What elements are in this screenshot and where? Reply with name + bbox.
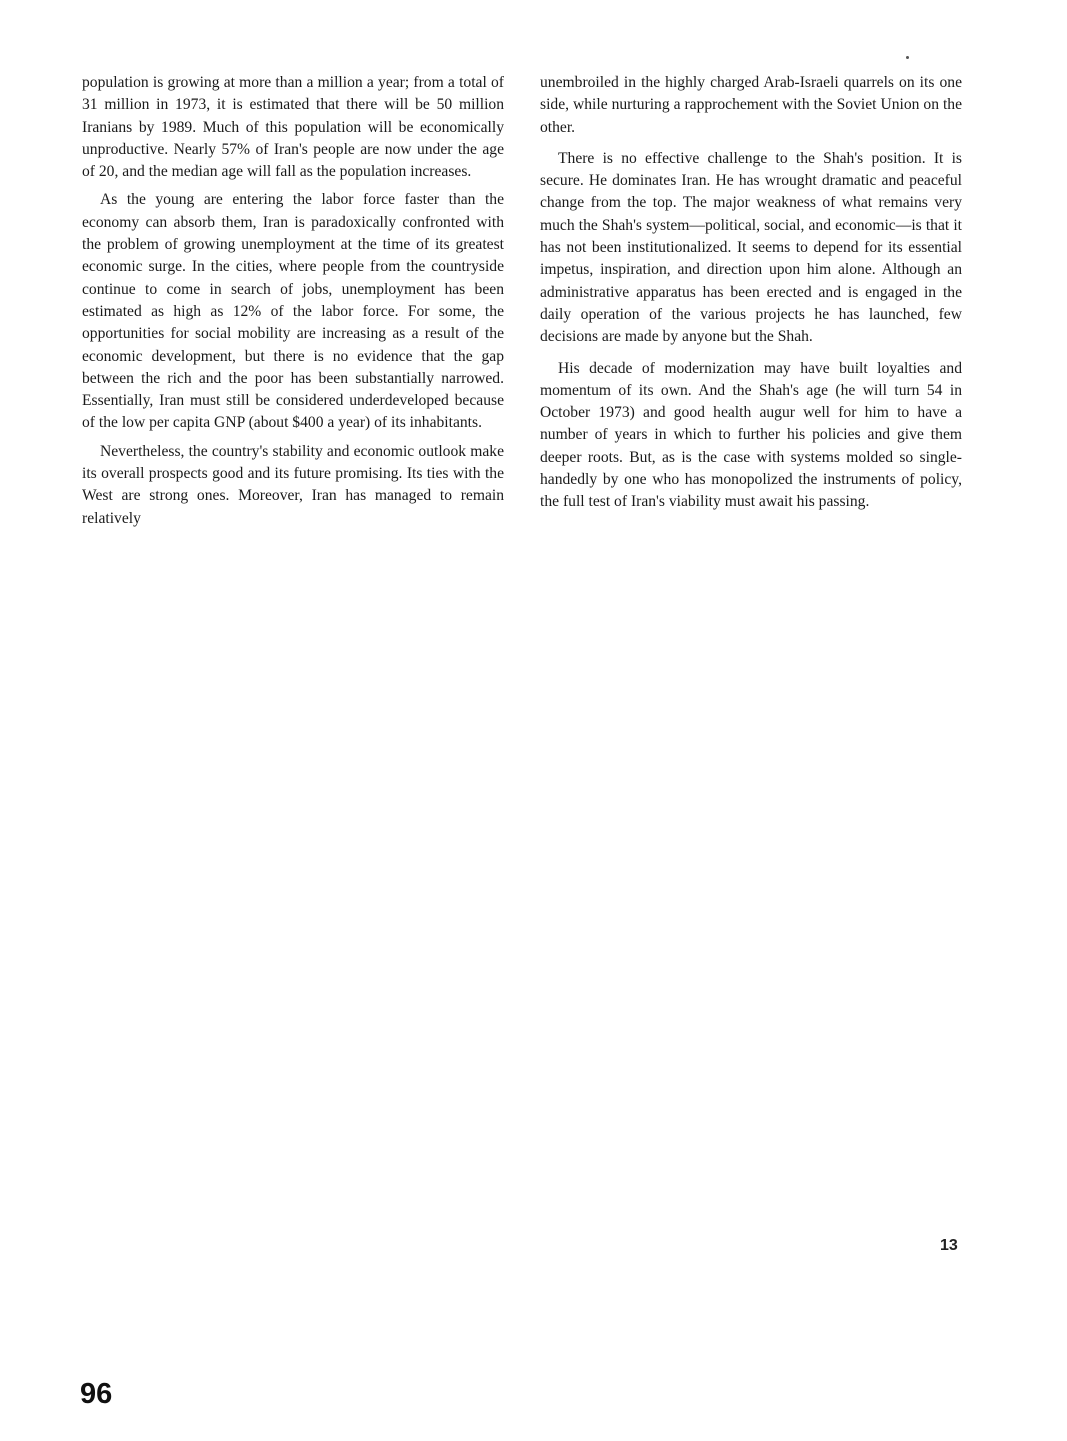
body-paragraph: As the young are entering the labor force faster than the economy can absorb them, Iran is paradoxically confronted with the problem of growing unemployment at the time of its greatest economic surge. In the cities, where people from the countryside continue to come in search of jobs, unemployment has been estimated as high as 12% of the labor force. For some, the opportunities for social mobility are increasing as a result of the economic development, but there is no evidence that the gap between the rich and the poor has been substantially narrowed. Essentially, Iran must still be considered underdeveloped because of the low per capita GNP (about $400 a year) of its inhabitants. bbox=[82, 191, 504, 432]
print-speck bbox=[906, 56, 909, 59]
body-paragraph: His decade of modernization may have built loyalties and momentum of its own. And the Shah's age (he will turn 54 in October 1973) and good health augur well for him to have a number of years in which to further his policies and give them deeper roots. But, as is the case with systems molded so single-handedly by one who has monopolized the instruments of policy, the full test of Iran's viability must await his passing. bbox=[540, 359, 962, 511]
body-paragraph: Nevertheless, the country's stability and economic outlook make its overall prospects good and its future promising. Its ties with the West are strong ones. Moreover, Iran has managed to remain relatively bbox=[82, 442, 504, 527]
inner-page-number: 13 bbox=[940, 1237, 958, 1254]
body-paragraph: population is growing at more than a million a year; from a total of 31 million in 1973, it is estimated that there will be 50 million Iranians by 1989. Much of this population will be economically unproductive. Nearly 57% of Iran's people are now under the age of 20, and the median age will fall as the population increases. bbox=[82, 74, 504, 181]
body-paragraph: There is no effective challenge to the Shah's position. It is secure. He dominates Iran. He has wrought dramatic and peaceful change from the top. The major weakness of what remains very much the Shah's system—political, social, and economic—is that it has not been institutionalized. It seems to depend for its essential impetus, inspiration, and direction upon him alone. Although an administrative apparatus has been erected and is engaged in the daily operation of the various projects he has launched, few decisions are made by anyone but the Shah. bbox=[540, 149, 962, 346]
body-paragraph: unembroiled in the highly charged Arab-Israeli quarrels on its one side, while nurturing a rapprochement with the Soviet Union on the other. bbox=[540, 74, 962, 136]
left-text-column bbox=[82, 72, 504, 530]
right-text-column bbox=[540, 72, 962, 514]
folio-page-number: 96 bbox=[80, 1378, 113, 1410]
